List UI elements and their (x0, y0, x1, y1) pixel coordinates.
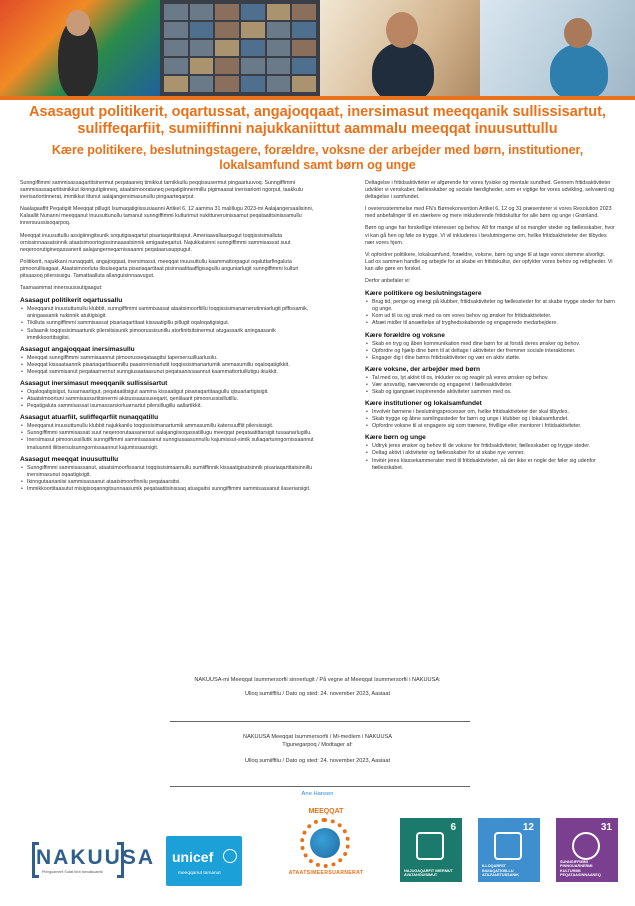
paragraph: Politikerit, najukkani nunaqqatit, angajoqqaat, inersimasut, meeqqat inuusuttullu kaammattorpagut oqaluttarfingaluta pimoorullisagaat. Ataatsimoorluta ilisuisegarta pisariaqartitaat pisinnaatitaaffigisagullu anguniarlugit sunngiffimmi kulturi pitsaasoq pilersissigu. Tamattaalluta allanguisinnaavugut. (20, 258, 299, 280)
recommendation-list (365, 341, 615, 362)
list-item: • Tal med os, lyt aktivt til os, inkluder os og reagér på vores ønsker og behov. (372, 375, 615, 382)
list-item: • Kom ud til os og snak med os om vores behov og ønsker for fritidsaktiviteter. (372, 313, 615, 320)
photo-video-call (160, 0, 320, 96)
list-item: • Suliaanik toqqissisimaartunik pilersitsisunik pimoorussisunillu atorfinitsitsinermut atugassarik aningaasanik immikkoortitsigitsi. (27, 328, 315, 342)
recommendation-list (20, 423, 315, 451)
signature-line (170, 786, 470, 787)
column-danish (365, 180, 615, 475)
globe-icon (310, 828, 340, 858)
list-item: • Deltag aktivt i aktiviteter og fællesskaber for at skabe nye venner. (372, 450, 615, 457)
people-icon (494, 832, 522, 860)
recommendation-list (365, 299, 615, 327)
globe-icon (223, 849, 237, 863)
list-item: • Tikilluta sunngiffimmi sammisassat pisariaqartitaat kissaatigillu pillugit oqaloqatigisigut. (27, 320, 315, 327)
group-icon (416, 832, 444, 860)
photo-strip (0, 0, 635, 96)
list-item: • Engager dig i dine børns fritidsaktiviteter og vær en aktiv støtte. (372, 355, 615, 362)
list-item: • Invitér jeres klassekammerater med til fritidsaktiviteter, så der ikke er nogle der føler sig udenfor fællesskabet. (372, 458, 615, 472)
recommendation-list (365, 409, 615, 430)
list-item: • Meeqqat sunngiffimmi sammisaannut pimoorusseqataagitsi tapersersuilluarlusilu. (27, 355, 315, 362)
recommendation-list (365, 375, 615, 396)
section-heading: Asasagut atuarfiit, suliffeqarfiit nunaqqatillu (20, 414, 159, 422)
photo-presenter (0, 0, 160, 96)
list-item: • Meeqqat sammisanut peqataarnernut sunngiusaataasunut peqataanissaannut kaammattortuillutigu ikiukkit. (27, 369, 315, 376)
sdg-31-badge: 31 SUNNGIFFIMMI PINNGUARNERMI KULTURIMI PEQATAASINNAANEQ (556, 818, 618, 882)
section-heading: Kære politikere og beslutningstagere (365, 290, 482, 298)
signature-on-behalf: NAKUUSA-mi Meeqqat Isummersorfii sinnerlugit / På vegne af Meeqqat Isummersorfii i NAKUUSA: (194, 677, 441, 683)
paragraph: Naalagaaffit Peqatigiit Meeqqat pillugit Isumaqatigiissusiaanni Artikel 6, 12 aamma 31 malillugu 2023-mi Aalajangersaalisinni, Kalaallit Nunanni meeqqanut inuusuttunullu tamanut sunngiffimmi kulturimut nukittuneruinissamut peqataatitsinissamullu innersuussisoqarpoq. (20, 206, 314, 227)
signer-name: Ane Hansen (301, 791, 334, 797)
section-heading: Asasagut meeqqat inuusuttullu (20, 455, 119, 463)
list-item: • Oqaloqatigisigut, tusarnaartigut, peqataatitsigut aamma kissaatigut pisariaqartitaagullu qisuariartigisigit. (27, 389, 315, 396)
nakuusa-logo: NAKUUSA Pinnguarnerit Suliat tikin tamukkuamik (32, 840, 124, 880)
section-heading: Kære børn og unge (365, 434, 426, 442)
section-heading: Asasagut inersimasut meeqqanik sullissisartut (20, 379, 168, 387)
photo-man-smiling (320, 0, 480, 96)
list-item: • Afsæt midler til ansættelse af tryghedsskabende og engagerede medarbejdere. (372, 320, 615, 327)
list-item: • Ikinngutaarianiisi sammisassanut ataatsimoorfinnilu peqataarsitsi. (27, 479, 315, 486)
section-heading: Asasagut politikerit oqartussallu (20, 297, 123, 305)
paragraph: Sunngiffimmi sammisassaqartitsinermut peqataaneq timikkut tarnikkullu peqqissusermut pingaartuuvoq. Sunngiffimmi sammisassaqartitsinikkut ikinngutigiinneq, ataatsimoorataneq peqatigiinnermillu pigimaasat inerisarlorit ngorput, taakkulu inerisarlortinnerat, immikkut ittunut aalajangersimasunullu pingaarteqarput. (20, 180, 303, 201)
music-icon (572, 832, 600, 860)
list-item: • Peqatigaluta sammisassat isumassarsiorluarnartut pilersillugillu aallartikkit. (27, 403, 315, 410)
section-heading: Kære forældre og voksne (365, 331, 445, 339)
photo-woman-sitting (480, 0, 635, 96)
list-item: • Inersimasut pimoorussillutik sunngiffimmi sammisassanut sunngiusaasunnullu kajumissut-simik suliaqartunngornissaannut imaluunnit iliitsersuisunngornissaannut kajumissaarsigit. (27, 437, 315, 451)
list-item: • Skab og igangsæt inspirerende aktiviteter sammen med os. (372, 389, 615, 396)
recommendation-list (20, 355, 315, 376)
list-item: • Sunngiffimmi sammisassanut, ataatsimoorfissanut toqqissisimaarnullu sumiiffinnik kissaatigisatsinnik pisariaqartitatsinnillu inersimasunut oqaatigisigit. (27, 465, 315, 479)
section-heading: Kære voksne, der arbejder med børn (365, 365, 481, 373)
list-item: • Meeqqanut inuusuttunullu klubbit, sunngiffimmi sammisassat ataatsimoorfiillu toqqissisimanarnerutinniarlugit piffissamik, aningaasanik nukinnik atuitigisigit. (27, 306, 315, 320)
recommendation-list (20, 389, 315, 410)
signature-date-place: Ulloq sumiiffilu / Dato og sted: 24. november 2023, Aasiaat (244, 691, 391, 697)
paragraph: Deltagelse i fritidsaktiviteter er afgørende for vores fysiske og mentale sundhed. Gennem fritidsaktiviteter udvikler vi venskaber, fællesskaber og sociale færdigheder, som er vigtige for vores udvikling, selvværd og deltagelse i samfundet. (365, 180, 615, 201)
list-item: • Opfordre voksne til at engagere sig som trænere, frivillige eller mentorer i fritidsaktiviteter. (372, 423, 615, 430)
list-item: • Udtryk jeres ønsker og behov til de voksne for fritidsaktiviteter, fællesskaber og trygge steder. (372, 443, 615, 450)
signature-date-place: Ulloq sumiiffilu / Dato og sted: 24. november 2023, Aasiaat (244, 758, 391, 764)
list-item: • Vær ansvarlig, nærværende og engageret i fællesaktiviteter. (372, 382, 615, 389)
list-item: • Skab trygge og åbne samlingssteder for børn og unge i klubber og i lokalsamfundet. (372, 416, 615, 423)
list-item: • Involvér børnene i beslutningsprocesser om, hvilke fritidsaktiviteter der skal tilbydes. (372, 409, 615, 416)
paragraph: I overensstemmelse med FN's Børnekonvention Artikel 6, 12 og 31 præsenterer vi vores Resolution 2023 med anbefalinger til en stærkere og mere inkluderende fritidskultur for alle børn og unge i Grønland. (365, 206, 612, 220)
unicef-logo: unicef meeqqanut tamanut (166, 836, 242, 886)
recommendation-list (20, 306, 315, 341)
section-heading: Kære institutioner og lokalsamfundet (365, 400, 482, 408)
list-item: • Immikkoortitaasutut misigisoqanngitsunnaasumik peqataatitsinissaq atuagaitsi sunngiffimmi sammisassanut ilaseriarsigit. (27, 486, 315, 493)
column-greenlandic (20, 180, 315, 496)
meeqqat-logo: MEEQQAT ATAATSIMEERSUARNERAT (288, 808, 364, 876)
list-item: • Meeqqat kissaataannik pisariaqartitaannillu paasinninniarlutit toqqissisimanartumik ammasumillu oqaloqatigikkit. (27, 362, 315, 369)
signature-line (170, 721, 470, 722)
paragraph: Taamaammat innersuussutigaagut: (20, 285, 103, 292)
list-item: • Sunngiffimmi sammisassat suut neqeroorutaasanersut aalajangiisoqassatillugu meeqqat peqataatittarsigit tusaanarlugillu. (27, 430, 315, 437)
list-item: • Skab en tryg og åben kommunikation med dine børn for at forstå deres ønsker og behov. (372, 341, 615, 348)
sdg-6-badge: 6 NAJUGAQARFIT IMERMUT AVATANGUISIMUT (400, 818, 462, 882)
paragraph: Børn og unge har forskellige interesser og behov. Alt for mange af os mangler steder og fællesskaber, hvor vi kan gå hen og føle os trygge. Vi vil inkluderes i beslutningerne om, hvilke fritidsaktiviteter der tilbydes nær vores hjem. (365, 225, 615, 246)
signature-member: NAKUUSA Meeqqat Isummersorfii / Mi-medlem i NAKUUSA (243, 734, 392, 740)
title-greenlandic: Asasagut politikerit, oqartussat, angajoqqaat, inersimasut meeqqanik sullissisartut, suliffeqarfiit, sumiiffinni najukkaniittut aammalu meeqqat inuusuttullu (29, 104, 606, 137)
signature-recipient: Tigunegarpoq / Modtager af: (282, 742, 353, 748)
list-item: • Meeqqanut inuusuttunullu klubbit najukkanilu toqqissisimanartumik ammasumillu katersuuffiit pilersissigit. (27, 423, 315, 430)
list-item: • Ataatsimoortuni sammisassartitsinermi akisussaassuseqarit, qeniilaarit pimoorussisillutillu. (27, 396, 315, 403)
sdg-12-badge: 12 ILLOQARFIIT INUIAQATIGIILLU ATAJUARTUSSANIK (478, 818, 540, 882)
section-heading: Asasagut angajoqqaat inersimasullu (20, 345, 135, 353)
recommendation-list (20, 465, 315, 493)
header-divider (0, 96, 635, 100)
list-item: • Brug tid, penge og energi på klubber, fritidsaktiviteter og fællessteder for at skabe trygge steder for børn og unge. (372, 299, 615, 313)
title-danish: Kære politikere, beslutningstagere, forældre, voksne der arbejder med børn, institutioner, lokalsamfund samt børn og unge (51, 143, 584, 172)
paragraph: Derfor anbefaler vi: (365, 278, 411, 285)
recommendation-list (365, 443, 615, 471)
paragraph: Meeqqat inuusuttullu assigiinngitsunik soqutigisaqartut pisariaqartitsisput. Ameriaavallaarpugut toqqissisimalluta ornissinnaasatsinnik ataatsimoortogissinnaasatsinnik amigaateqartut. Najukkatsinni sunngiffimmi sammisassat suut neqeroorutigineqassanerit aalajangerneqarnissaanni peqataarusuppugut. (20, 232, 291, 253)
list-item: • Opfordre og hjælp dine børn til at deltage i aktiviteter der fremmer sociale interaktioner. (372, 348, 615, 355)
paragraph: Vi opfordrer politikere, lokalsamfund, forældre, voksne, børn og unge til at tage vores stemme alvorligt. Lad os sammen handle og arbejde for at skabe en fritidskultur, der opfylder vores behov og rettigheder. Vi kan alle gøre en forskel. (365, 251, 613, 272)
